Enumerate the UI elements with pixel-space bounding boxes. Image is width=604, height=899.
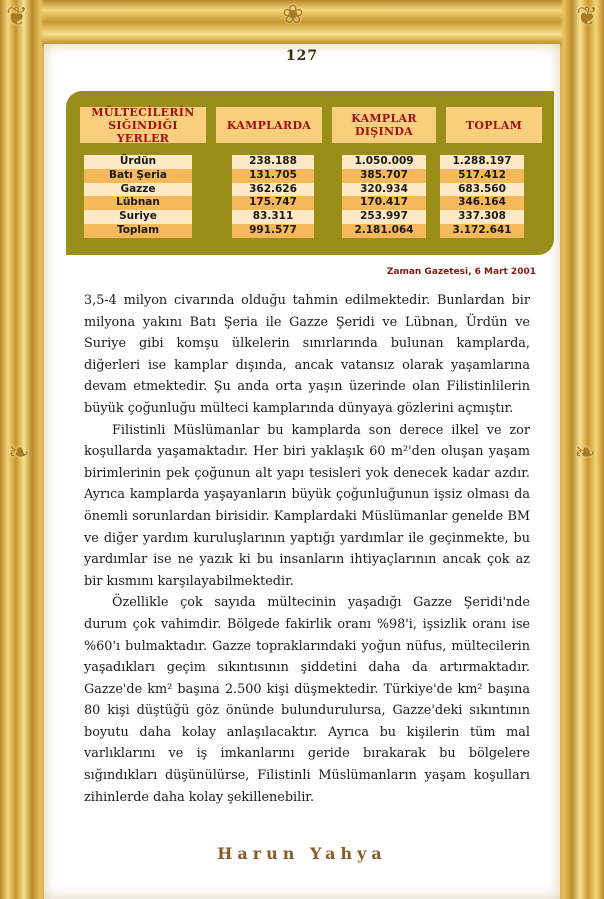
side-ornament-icon: ❧ (8, 438, 30, 468)
column-outside-camps (342, 155, 426, 238)
side-ornament-icon: ❧ (574, 438, 596, 468)
table-cell-total: 1.288.197 (440, 155, 524, 169)
table-cell-camps: 131.705 (232, 169, 314, 183)
table-cell-place: Suriye (84, 210, 192, 224)
corner-ornament-icon: ❦ (576, 2, 598, 32)
header-camps: KAMPLARDA (216, 107, 322, 143)
table-cell-total: 3.172.641 (440, 224, 524, 238)
author-footer: Harun Yahya (217, 844, 387, 863)
column-camps (232, 155, 314, 238)
table-cell-outside: 320.934 (342, 183, 426, 197)
table-cell-outside: 170.417 (342, 196, 426, 210)
table-cell-total: 683.560 (440, 183, 524, 197)
table-cell-outside: 2.181.064 (342, 224, 426, 238)
table-cell-place: Lübnan (84, 196, 192, 210)
book-page (44, 44, 560, 899)
table-cell-place: Batı Şeria (84, 169, 192, 183)
corner-ornament-icon: ❦ (6, 2, 28, 32)
header-total: TOPLAM (446, 107, 542, 143)
table-cell-total: 517.412 (440, 169, 524, 183)
table-cell-camps: 175.747 (232, 196, 314, 210)
header-locations: MÜLTECİLERİN SIĞINDIĞI YERLER (80, 107, 206, 143)
header-outside-camps: KAMPLAR DIŞINDA (332, 107, 436, 143)
table-cell-camps: 991.577 (232, 224, 314, 238)
refugee-table-panel (66, 91, 554, 255)
table-cell-camps: 362.626 (232, 183, 314, 197)
source-citation: Zaman Gazetesi, 6 Mart 2001 (386, 267, 536, 277)
paragraph: 3,5-4 milyon civarında olduğu tahmin edilmektedir. Bunlardan bir milyona yakını Batı Şeria ile Gazze Şeridi ve Lübnan, Ürdün ve Suriye gibi komşu ülkelerin sınırlarında bulunan kamplarda, diğerleri ise kamplar dışında, ancak vatansız olarak yaşamlarına devam etmektedir. Şu anda orta yaşın üzerinde olan Filistinlilerin büyük çoğunluğu mülteci kamplarında dünyaya gözlerini açmıştır. (84, 293, 530, 416)
table-cell-outside: 385.707 (342, 169, 426, 183)
body-text (84, 290, 530, 808)
column-locations (84, 155, 192, 238)
paragraph: Filistinli Müslümanlar bu kamplarda son derece ilkel ve zor koşullarda yaşamaktadır. Her biri yaklaşık 60 m²'den oluşan yaşam birimlerinin pek çoğunun alt yapı tesisleri yok denecek kadar azdır. Ayrıca kamplarda yaşayanların büyük çoğunluğunun işsiz olması da önemli sorunlardan birisidir. Kamplardaki Müslümanlar genelde BM ve diğer yardım kuruluşlarının yaptığı yardımlar ile geçinmekte, bu yardımlar ise ne yazık ki bu insanların ihtiyaçlarının ancak çok az bir kısmını karşılayabilmektedir. (84, 422, 530, 589)
top-crest-ornament-icon: ❀ (282, 0, 304, 30)
table-cell-camps: 83.311 (232, 210, 314, 224)
paragraph: Özellikle çok sayıda mültecinin yaşadığı Gazze Şeridi'nde durum çok vahimdir. Bölgede fakirlik oranı %98'i, işsizlik oranı ise %60'ı bulmaktadır. Gazze topraklarındaki yoğun nüfus, mültecilerin yaşadıkları geçim sıkıntısının şiddetini daha da artırmaktadır. Gazze'de km² başına 2.500 kişi düşmektedir. Türkiye'de km² başına 80 kişi düştüğü göz önünde bulundurulursa, Gazze'deki sıkıntının boyutu daha kolay anlaşılacaktır. Ayrıca bu kişilerin tüm mal varlıklarını ve iş imkanlarını geride bırakarak bu bölgelere sığındıkları düşünülürse, Filistinli Müslümanların yaşam koşulları zihinlerde daha kolay şekillenebilir. (84, 595, 530, 805)
column-total (440, 155, 524, 238)
table-cell-place: Ürdün (84, 155, 192, 169)
table-cell-total: 337.308 (440, 210, 524, 224)
table-cell-outside: 253.997 (342, 210, 426, 224)
page-number: 127 (285, 48, 319, 64)
table-cell-outside: 1.050.009 (342, 155, 426, 169)
table-cell-place: Gazze (84, 183, 192, 197)
table-cell-camps: 238.188 (232, 155, 314, 169)
table-cell-total: 346.164 (440, 196, 524, 210)
table-cell-place: Toplam (84, 224, 192, 238)
